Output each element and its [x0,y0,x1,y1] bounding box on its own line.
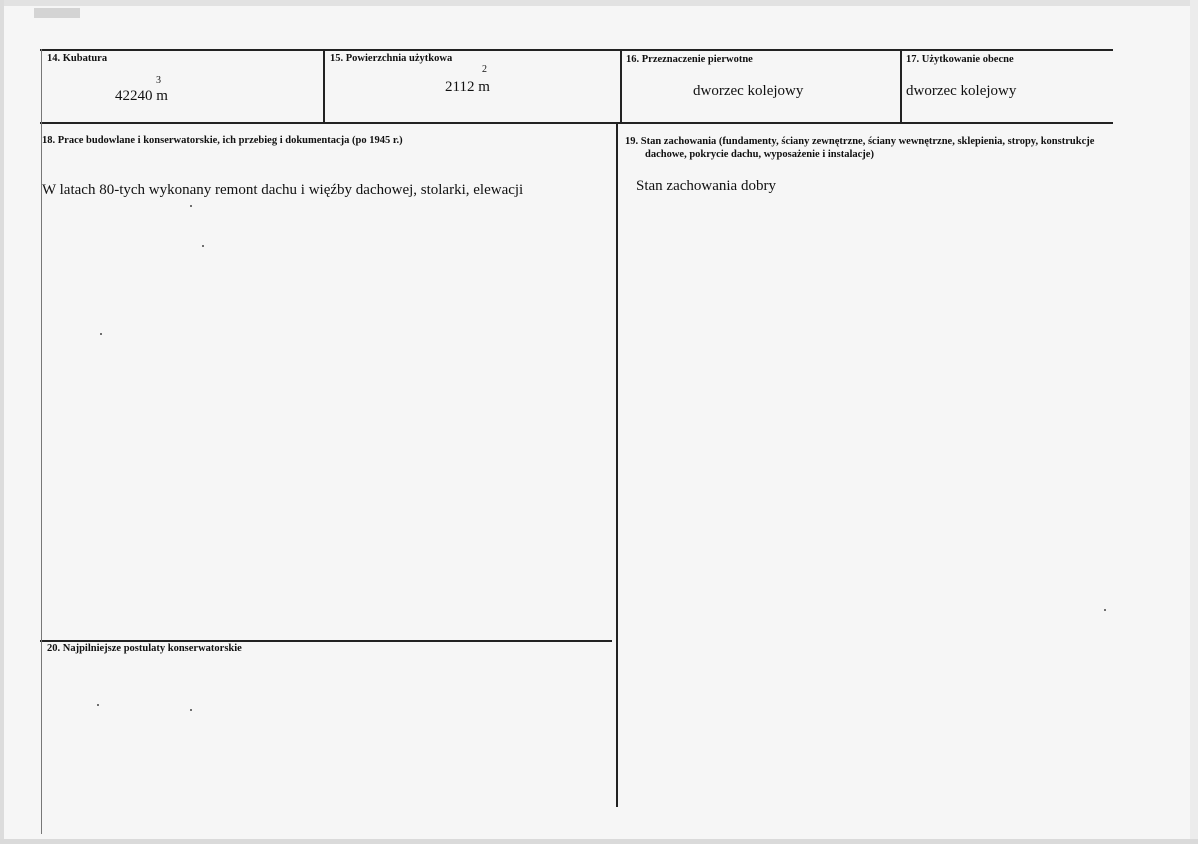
scan-corner-mark [34,8,80,18]
left-border [41,49,42,834]
field-18-label: 18. Prace budowlane i konserwatorskie, ich przebieg i dokumentacja (po 1945 r.) [42,135,403,146]
scan-speck [190,709,192,711]
scan-edge-top [0,0,1198,6]
top-rule [40,49,1113,51]
scan-speck [1104,609,1106,611]
scan-speck [190,205,192,207]
scan-speck [97,704,99,706]
row-divider [40,122,1113,124]
scan-speck [202,245,204,247]
scan-speck [100,333,102,335]
divider-18-19 [616,123,618,807]
field-19-label-line2: dachowe, pokrycie dachu, wyposażenie i instalacje) [645,149,874,160]
scan-edge-bottom [0,839,1198,844]
field-19-value: Stan zachowania dobry [636,178,776,194]
field-15-label: 15. Powierzchnia użytkowa [330,53,453,64]
divider-15-16 [620,49,622,123]
field-14-value: 42240 m [115,88,168,104]
field-19-label-line1: 19. Stan zachowania (fundamenty, ściany zewnętrzne, ściany wewnętrzne, sklepienia, stropy, konstrukcje [625,136,1095,147]
field-14-label: 14. Kubatura [47,53,108,64]
field-17-label: 17. Użytkowanie obecne [906,54,1014,65]
field-14-exponent: 3 [156,75,161,86]
field-16-value: dworzec kolejowy [693,83,804,99]
field-15-value: 2112 m [445,79,490,95]
field-20-label: 20. Najpilniejsze postulaty konserwatorskie [47,643,242,654]
field-15-exponent: 2 [482,64,487,75]
field-17-value: dworzec kolejowy [906,83,1017,99]
scan-edge-left [0,0,4,844]
field-16-label: 16. Przeznaczenie pierwotne [626,54,753,65]
scan-edge-right [1190,0,1198,844]
field-18-value: W latach 80-tych wykonany remont dachu i więźby dachowej, stolarki, elewacji [42,182,524,198]
divider-14-15 [323,49,325,123]
divider-16-17 [900,49,902,123]
